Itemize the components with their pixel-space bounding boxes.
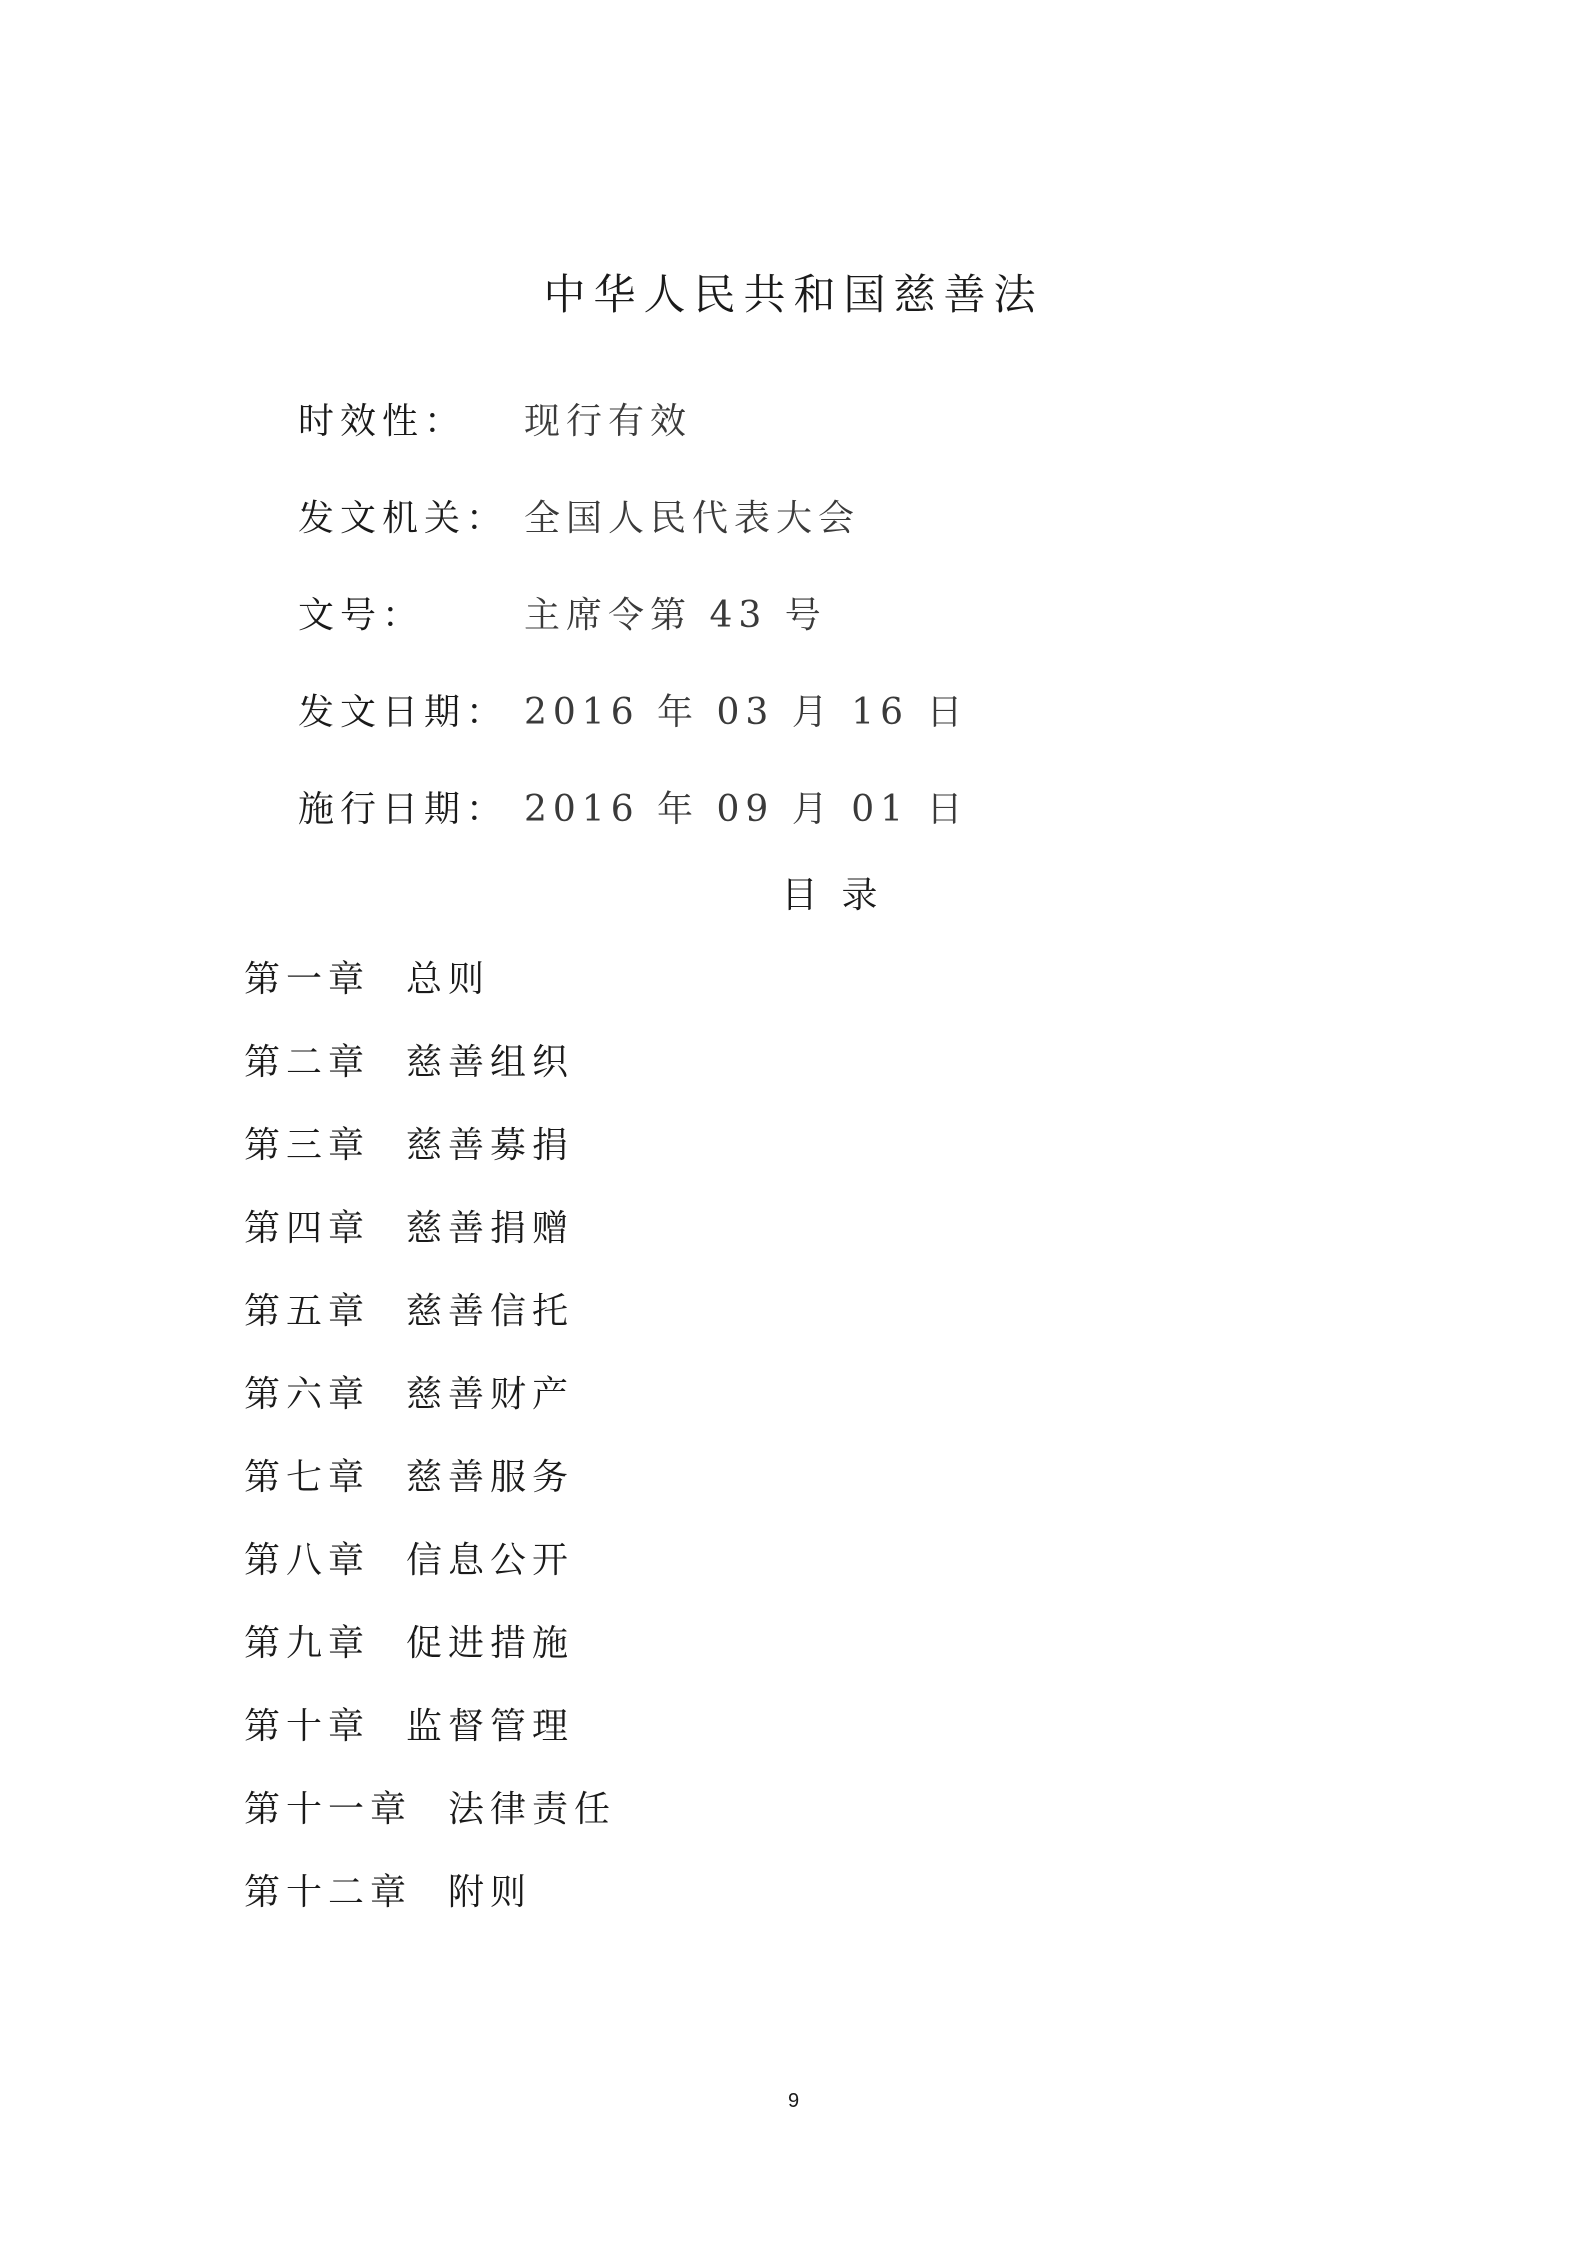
metadata-label: 发文日期：	[298, 692, 509, 733]
toc-chapter-number: 第七章	[244, 1457, 371, 1498]
metadata-label: 发文机关：	[298, 498, 509, 539]
toc-chapter-number: 第九章	[244, 1623, 371, 1664]
toc-chapter-number: 第八章	[244, 1540, 371, 1581]
metadata-row-document-number	[298, 586, 1398, 683]
toc-chapter-number: 第三章	[244, 1125, 371, 1166]
table-of-contents	[244, 950, 1344, 1946]
toc-item-chapter-7	[244, 1448, 1344, 1531]
toc-item-chapter-11	[244, 1780, 1344, 1863]
toc-chapter-title: 慈善财产	[406, 1374, 575, 1415]
metadata-value: 全国人民代表大会	[524, 498, 861, 539]
toc-chapter-number: 第十章	[244, 1706, 371, 1747]
toc-chapter-title: 监督管理	[406, 1706, 575, 1747]
metadata-list	[298, 392, 1398, 877]
toc-chapter-title: 附则	[448, 1872, 533, 1913]
toc-chapter-number: 第四章	[244, 1208, 371, 1249]
document-title: 中华人民共和国慈善法	[543, 270, 1044, 319]
toc-chapter-title: 总则	[406, 959, 491, 1000]
metadata-value: 主席令第 43 号	[524, 595, 827, 636]
toc-chapter-number: 第二章	[244, 1042, 371, 1083]
metadata-row-issue-date	[298, 683, 1398, 780]
metadata-label: 施行日期：	[298, 789, 509, 830]
metadata-value: 2016 年 09 月 01 日	[524, 789, 969, 830]
toc-item-chapter-1	[244, 950, 1344, 1033]
metadata-row-issuing-authority	[298, 489, 1398, 586]
toc-chapter-title: 慈善服务	[406, 1457, 575, 1498]
toc-chapter-title: 慈善信托	[406, 1291, 575, 1332]
metadata-label: 时效性：	[298, 401, 467, 442]
toc-item-chapter-5	[244, 1282, 1344, 1365]
toc-chapter-number: 第六章	[244, 1374, 371, 1415]
toc-chapter-number: 第五章	[244, 1291, 371, 1332]
toc-item-chapter-10	[244, 1697, 1344, 1780]
toc-item-chapter-12	[244, 1863, 1344, 1946]
toc-chapter-number: 第一章	[244, 959, 371, 1000]
metadata-row-validity	[298, 392, 1398, 489]
toc-item-chapter-8	[244, 1531, 1344, 1614]
metadata-value: 2016 年 03 月 16 日	[524, 692, 969, 733]
toc-item-chapter-2	[244, 1033, 1344, 1116]
toc-chapter-title: 信息公开	[406, 1540, 575, 1581]
metadata-label: 文号：	[298, 595, 425, 636]
toc-chapter-title: 慈善捐赠	[406, 1208, 575, 1249]
toc-item-chapter-3	[244, 1116, 1344, 1199]
toc-item-chapter-6	[244, 1365, 1344, 1448]
toc-chapter-title: 促进措施	[406, 1623, 575, 1664]
toc-chapter-title: 慈善组织	[406, 1042, 575, 1083]
toc-chapter-title: 法律责任	[448, 1789, 617, 1830]
toc-item-chapter-4	[244, 1199, 1344, 1282]
page-number: 9	[787, 2090, 800, 2112]
metadata-row-effective-date	[298, 780, 1398, 877]
toc-chapter-number: 第十一章	[244, 1789, 413, 1830]
toc-item-chapter-9	[244, 1614, 1344, 1697]
table-of-contents-heading: 目录	[781, 875, 902, 916]
metadata-value: 现行有效	[524, 401, 693, 442]
toc-chapter-title: 慈善募捐	[406, 1125, 575, 1166]
toc-chapter-number: 第十二章	[244, 1872, 413, 1913]
